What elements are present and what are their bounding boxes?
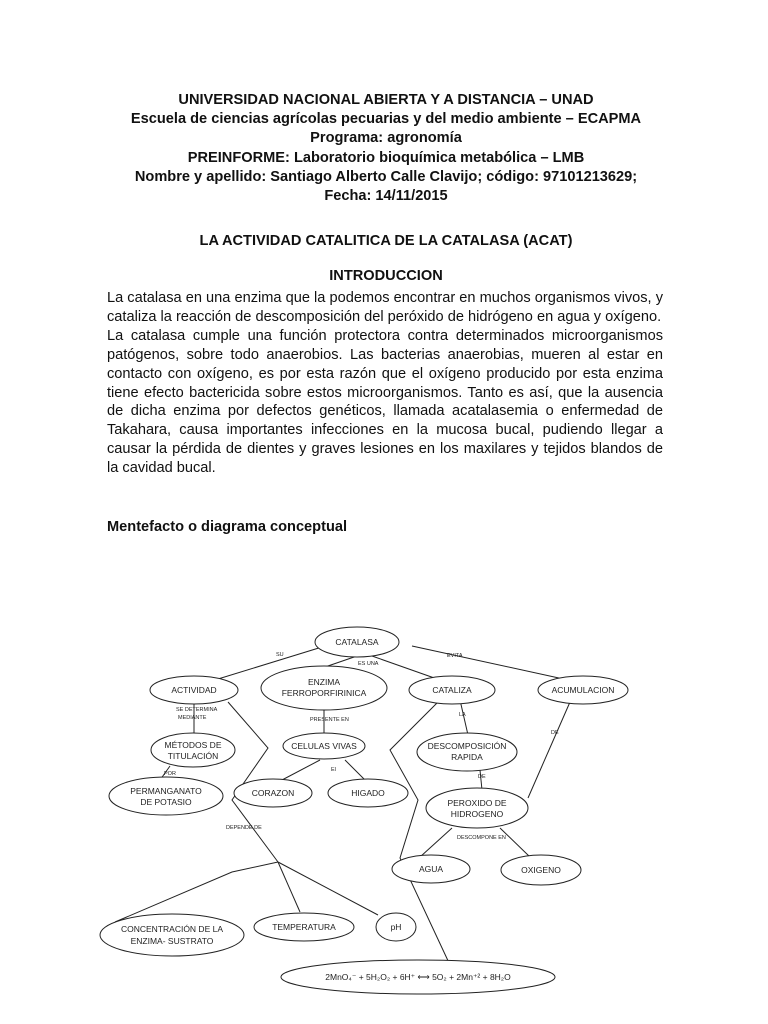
node-catalasa: CATALASA xyxy=(335,637,379,647)
node-enzima-line2: FERROPORFIRINICA xyxy=(281,688,367,698)
edge-label-es-una: ES UNA xyxy=(358,661,379,667)
node-agua: AGUA xyxy=(418,864,444,874)
diagram-heading: Mentefacto o diagrama conceptual xyxy=(107,519,348,535)
node-concentracion-line1: CONCENTRACIÓN DE LA xyxy=(120,924,224,934)
node-higado: HIGADO xyxy=(351,788,385,798)
connector-peroxido-agua xyxy=(420,828,452,857)
edge-label-el: El xyxy=(331,767,336,773)
node-reaction: 2MnO₄⁻ + 5H₂O₂ + 6H⁺ ⟷ 5O₂ + 2Mn⁺² + 8H₂O xyxy=(325,972,511,982)
node-permanganato-line2: DE POTASIO xyxy=(140,797,192,807)
program-name: Programa: agronomía xyxy=(310,130,462,147)
connector-catalasa-enzima xyxy=(325,656,357,667)
node-concentracion-line2: ENZIMA- SUSTRATO xyxy=(130,936,214,946)
connector-celulas-higado xyxy=(345,760,365,780)
node-metodos-line2: TITULACIÓN xyxy=(167,751,219,761)
connector-peroxido-oxigeno xyxy=(500,828,530,857)
node-celulas: CELULAS VIVAS xyxy=(291,741,357,751)
node-enzima-line1: ENZIMA xyxy=(307,677,341,687)
edge-label-de-acumulacion: DE xyxy=(551,730,559,736)
edge-label-depende-de: DEPENDE DE xyxy=(226,825,262,831)
edge-label-descompone-en: DESCOMPONE EN xyxy=(457,835,506,841)
edge-label-de-descomposicion: DE xyxy=(478,774,486,780)
node-ph: pH xyxy=(390,922,402,932)
introduction-heading: INTRODUCCION xyxy=(329,268,443,284)
connector-catalasa-cataliza xyxy=(372,656,440,680)
student-info: Nombre y apellido: Santiago Alberto Calle Clavijo; código: 97101213629; xyxy=(134,168,638,185)
edge-label-su: SU xyxy=(276,652,284,658)
connector-celulas-corazon xyxy=(282,760,320,780)
connector-acumulacion-peroxido xyxy=(528,702,570,798)
node-descomposicion-line2: RAPIDA xyxy=(451,752,483,762)
university-name: UNIVERSIDAD NACIONAL ABIERTA Y A DISTANCIA – UNAD xyxy=(178,92,594,108)
document-title: LA ACTIVIDAD CATALITICA DE LA CATALASA (ACAT) xyxy=(199,233,573,249)
connector-depende-temperatura xyxy=(278,862,300,912)
connector-depende-ph xyxy=(278,862,378,915)
node-cataliza: CATALIZA xyxy=(432,685,472,695)
edge-label-evita: EVITA xyxy=(447,653,463,659)
node-peroxido-line1: PEROXIDO DE xyxy=(447,798,507,808)
node-peroxido-line2: HIDROGENO xyxy=(450,809,504,819)
edge-label-la: LA xyxy=(459,712,466,718)
node-metodos-shape xyxy=(151,733,235,767)
node-permanganato-line1: PERMANGANATO xyxy=(130,786,202,796)
connector-catalasa-acumulacion xyxy=(412,646,568,680)
connector-depende-concentracion xyxy=(115,862,278,922)
edge-label-se-determina: SE DETERMINA xyxy=(176,707,218,713)
node-oxigeno: OXIGENO xyxy=(521,865,561,875)
node-peroxido-shape xyxy=(426,788,528,828)
node-actividad: ACTIVIDAD xyxy=(171,685,217,695)
connector-descomposicion-peroxido xyxy=(480,770,482,790)
node-corazon: CORAZON xyxy=(251,788,295,798)
node-acumulacion: ACUMULACION xyxy=(551,685,615,695)
introduction-paragraph-1: La catalasa en una enzima que la podemos encontrar en muchos organismos vivos, y cataliza la reacción de descomposición del peróxido de hidrógeno en agua y oxígeno. xyxy=(107,290,663,325)
node-temperatura: TEMPERATURA xyxy=(272,922,336,932)
edge-label-por: POR xyxy=(164,771,176,777)
node-metodos-line1: MÉTODOS DE xyxy=(164,740,222,750)
edge-label-presente-en: PRESENTE EN xyxy=(310,717,349,723)
node-concentracion-shape xyxy=(100,914,244,956)
node-permanganato-shape xyxy=(109,777,223,815)
edge-label-mediante: MEDIANTE xyxy=(178,715,207,721)
school-name: Escuela de ciencias agrícolas pecuarias y del medio ambiente – ECAPMA xyxy=(130,111,642,128)
report-date: Fecha: 14/11/2015 xyxy=(324,188,448,205)
report-name: PREINFORME: Laboratorio bioquímica metabólica – LMB xyxy=(187,149,585,166)
node-descomposicion-line1: DESCOMPOSICIÓN xyxy=(427,741,507,751)
introduction-paragraph-2: La catalasa cumple una función protectora contra determinados microorganismos patógenos, sobre todo anaerobios. Las bacterias anaerobias, mueren al estar en contacto con oxígeno, es por esta razón que el oxígeno producido por esta enzima tiene efecto bactericida sobre estos microorganismos. Tanto es así, que la ausencia de dicha enzima por defectos genéticos, llamada acatalasemia o enfermedad de Takahara, causa importantes infecciones en la mucosa bucal, pudiendo llegar a causar la pérdida de dientes y graves lesiones en los maxilares y tejidos blandos de la cavidad bucal. xyxy=(107,327,663,477)
